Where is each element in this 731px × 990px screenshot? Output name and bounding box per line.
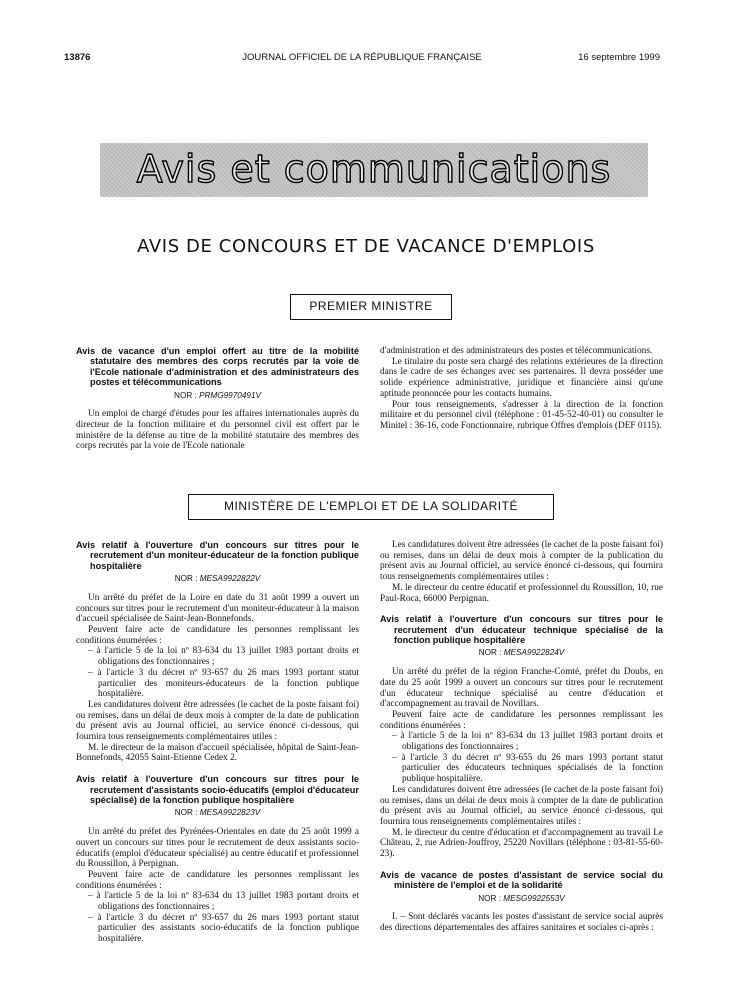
ministry-heading-emploi: MINISTÈRE DE L'EMPLOI ET DE LA SOLIDARITÉ: [188, 494, 554, 520]
paragraph: Peuvent faire acte de candidature les personnes remplissant les conditions énumérées :: [76, 625, 359, 646]
paragraph: Peuvent faire acte de candidature les personnes remplissant les conditions énumérées :: [76, 869, 359, 891]
column-left-top: [76, 346, 359, 452]
paragraph: Le titulaire du poste sera chargé des relations extérieures de la direction dans le cadre de ses échanges avec ses partenaires. Il devra posséder une solide expérience administrative, juridique et financière ainsi qu'une aptitude prononcée pour les contacts humains.: [380, 356, 663, 399]
paragraph: Un arrêté du préfet des Pyrénées-Orientales en date du 25 août 1999 a ouvert un concours sur titres pour le recrutement de deux assistants socio-éducatifs (emploi d'éducateur spécialisé) au centre éducatif et professionnel du Roussillon, à Perpignan.: [76, 827, 359, 870]
page-header: [64, 52, 660, 66]
notice-title: Avis relatif à l'ouverture d'un concours sur titres pour le recrutement d'un moniteur-éducateur de la fonction publique hospitalière: [76, 540, 359, 571]
issue-date: 16 septembre 1999: [578, 52, 660, 63]
nor-reference: NOR : MESA9922824V: [478, 648, 565, 658]
notice-title: Avis de vacance d'un emploi offert au titre de la mobilité statutaire des membres des corps recrutés par la voie de l'Ecole nationale d'administration et des administrateurs des postes et télécommunications: [76, 346, 359, 388]
banner-title: Avis et communications: [136, 147, 612, 191]
paragraph: M. le directeur de la maison d'accueil spécialisée, hôpital de Saint-Jean-Bonnefonds, 42055 Saint-Etienne Cedex 2.: [76, 742, 359, 764]
paragraph: Les candidatures doivent être adressées (le cachet de la poste faisant foi) ou remises, dans un délai de deux mois à compter de la date de publication du présent avis au Journal officiel, au service énoncé ci-dessous, qui fournira tous renseignements complémentaires utiles :: [76, 699, 359, 743]
paragraph: Pour tous renseignements, s'adresser à la direction de la fonction militaire et du personnel civil (téléphone : 01-45-52-40-01) ou consulter le Minitel : 36-16, code Fonctionnaire, rubrique Offres d'emplois (DEF 0115).: [380, 399, 663, 431]
journal-title: JOURNAL OFFICIEL DE LA RÉPUBLIQUE FRANÇAISE: [242, 52, 482, 63]
list-item: – à l'article 5 de la loi nº 83-634 du 13 juillet 1983 portant droits et obligations des fonctionnaires ;: [392, 731, 663, 753]
list-item: – à l'article 5 de la loi nº 83-634 du 13 juillet 1983 portant droits et obligations des fonctionnaires ;: [88, 891, 359, 913]
paragraph: d'administration et des administrateurs des postes et télécommunications.: [380, 346, 653, 356]
paragraph: I. – Sont déclarés vacants les postes d'assistant de service social auprès des directions départementales des affaires sanitaires et sociales ci-après :: [380, 912, 663, 934]
paragraph: Un arrêté du préfet de la région Franche-Comté, préfet du Doubs, en date du 25 août 1999 a ouvert un concours sur titres pour le recrutement d'un éducateur technique spécialisé au centre d'éducation et d'accompagnement au travail de Novillars.: [380, 667, 663, 710]
paragraph: Peuvent faire acte de candidature les personnes remplissant les conditions énumérées :: [380, 709, 663, 731]
nor-reference: NOR : MESA9922823V: [174, 808, 261, 818]
nor-reference: NOR : PRMG9970491V: [174, 390, 261, 400]
paragraph: M. le directeur du centre d'éducation et d'accompagnement au travail Le Château, 2, rue Adrien-Jouffroy, 25220 Novillars (téléphone : 03-81-55-60-23).: [380, 827, 663, 860]
nor-reference: NOR : MESA9922822V: [174, 574, 261, 584]
notice-title: Avis de vacance de postes d'assistant de service social du ministère de l'emploi et de la solidarité: [380, 869, 663, 891]
notice-title: Avis relatif à l'ouverture d'un concours sur titres pour le recrutement d'un éducateur technique spécialisé de la fonction publique hospitalière: [380, 614, 663, 646]
column-right-top: [380, 346, 663, 432]
nor-reference: NOR : MESG9922553V: [478, 893, 565, 903]
page-number: 13876: [64, 52, 91, 63]
list-item: – à l'article 5 de la loi nº 83-634 du 13 juillet 1983 portant droits et obligations des fonctionnaires ;: [88, 646, 359, 668]
column-left-bottom: [76, 540, 359, 945]
ministry-heading-premier: PREMIER MINISTRE: [290, 294, 452, 320]
list-item: – à l'article 3 du décret nº 93-657 du 26 mars 1993 portant statut particulier des assistants socio-éducatifs de la fonction publique hospitalière.: [88, 912, 359, 945]
paragraph: M. le directeur du centre éducatif et professionnel du Roussillon, 10, rue Paul-Roca, 66000 Perpignan.: [380, 582, 663, 604]
section-banner: [100, 143, 648, 197]
paragraph: Les candidatures doivent être adressées (le cachet de la poste faisant foi) ou remises, dans un délai de deux mois à compter de la publication du présent avis au Journal officiel, au service énoncé ci-dessous, qui fournira tous renseignements complémentaires utiles :: [380, 540, 663, 583]
paragraph: Les candidatures doivent être adressées (le cachet de la poste faisant foi) ou remises, dans un délai de deux mois à compter de la date de publication du présent avis au Journal officiel, au service énoncé ci-dessous, qui fournira tous renseignements complémentaires utiles :: [380, 784, 663, 827]
column-right-bottom: [380, 540, 663, 934]
paragraph: Un arrêté du préfet de la Loire en date du 31 août 1999 a ouvert un concours sur titres pour le recrutement d'un moniteur-éducateur à la maison d'accueil spécialisée de Saint-Jean-Bonnefonds.: [76, 592, 359, 625]
list-item: – à l'article 3 du décret nº 93-655 du 26 mars 1993 portant statut particulier des éducateurs techniques spécialisés de la fonction publique hospitalière.: [392, 752, 663, 785]
paragraph: Un emploi de chargé d'études pour les affaires internationales auprès du directeur de la fonction militaire et du personnel civil est offert par le ministère de la défense au titre de la mobilité statutaire des membres des corps recrutés par la voie de l'Ecole nationale: [76, 409, 359, 452]
notice-title: Avis relatif à l'ouverture d'un concours sur titres pour le recrutement d'assistants socio-éducatifs (emploi d'éducateur spécialisé) de la fonction publique hospitalière: [76, 774, 359, 805]
main-title: AVIS DE CONCOURS ET DE VACANCE D'EMPLOIS: [137, 236, 595, 257]
list-item: – à l'article 3 du décret nº 93-657 du 26 mars 1993 portant statut particulier des moniteurs-éducateurs de la fonction publique hospitalière.: [88, 667, 359, 700]
